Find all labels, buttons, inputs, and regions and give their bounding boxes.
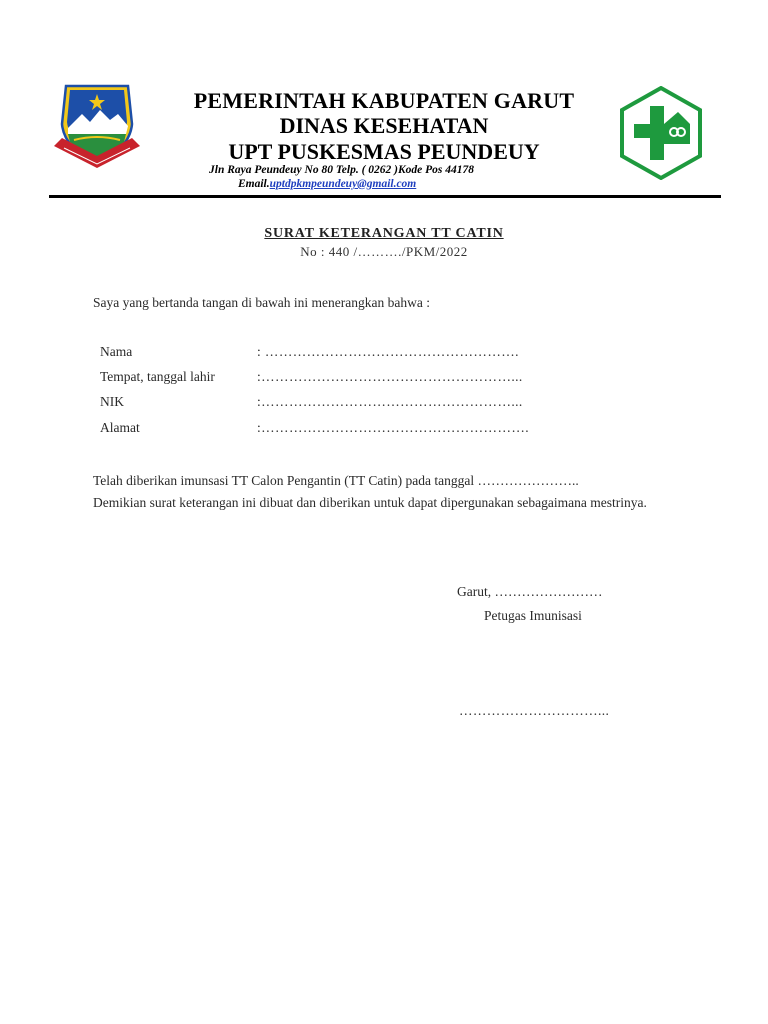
letter-title: SURAT KETERANGAN TT CATIN	[264, 226, 504, 241]
officer-title: Petugas Imunisasi	[484, 608, 582, 623]
puskesmas-logo	[620, 86, 702, 180]
immunization-statement: Telah diberikan imunsasi TT Calon Pengantin (TT Catin) pada tanggal …………………..	[93, 473, 579, 488]
field-value-name: : ……………………………………………….	[257, 344, 519, 359]
header-puskesmas-name: UPT PUSKESMAS PEUNDEUY	[228, 139, 540, 164]
signature-line: …………………………...	[459, 703, 610, 718]
field-label-birthplace-date: Tempat, tanggal lahir	[100, 369, 215, 384]
letter-intro: Saya yang bertanda tangan di bawah ini menerangkan bahwa :	[93, 295, 430, 310]
letter-number: No : 440 /………./PKM/2022	[300, 244, 468, 259]
field-label-address: Alamat	[100, 420, 140, 435]
field-label-name: Nama	[100, 344, 133, 359]
email-label: Email.	[238, 178, 270, 190]
field-value-address: :………………………………………………….	[257, 420, 530, 435]
header-department-name: DINAS KESEHATAN	[279, 113, 489, 138]
header-email-row	[238, 178, 416, 190]
email-link[interactable]: uptdpkmpeundeuy@gmail.com	[269, 178, 417, 190]
field-value-birthplace-date: :………………………………………………...	[257, 369, 523, 384]
header-government-name: PEMERINTAH KABUPATEN GARUT	[193, 88, 575, 113]
header-divider	[49, 195, 721, 198]
place-date: Garut, ……………………	[457, 584, 603, 599]
field-value-nik: :………………………………………………...	[257, 394, 523, 409]
closing-statement: Demikian surat keterangan ini dibuat dan diberikan untuk dapat dipergunakan sebagaimana mestrinya.	[93, 495, 647, 510]
field-label-nik: NIK	[100, 394, 124, 409]
header-address: Jln Raya Peundeuy No 80 Telp. ( 0262 )Kode Pos 44178	[209, 164, 475, 176]
